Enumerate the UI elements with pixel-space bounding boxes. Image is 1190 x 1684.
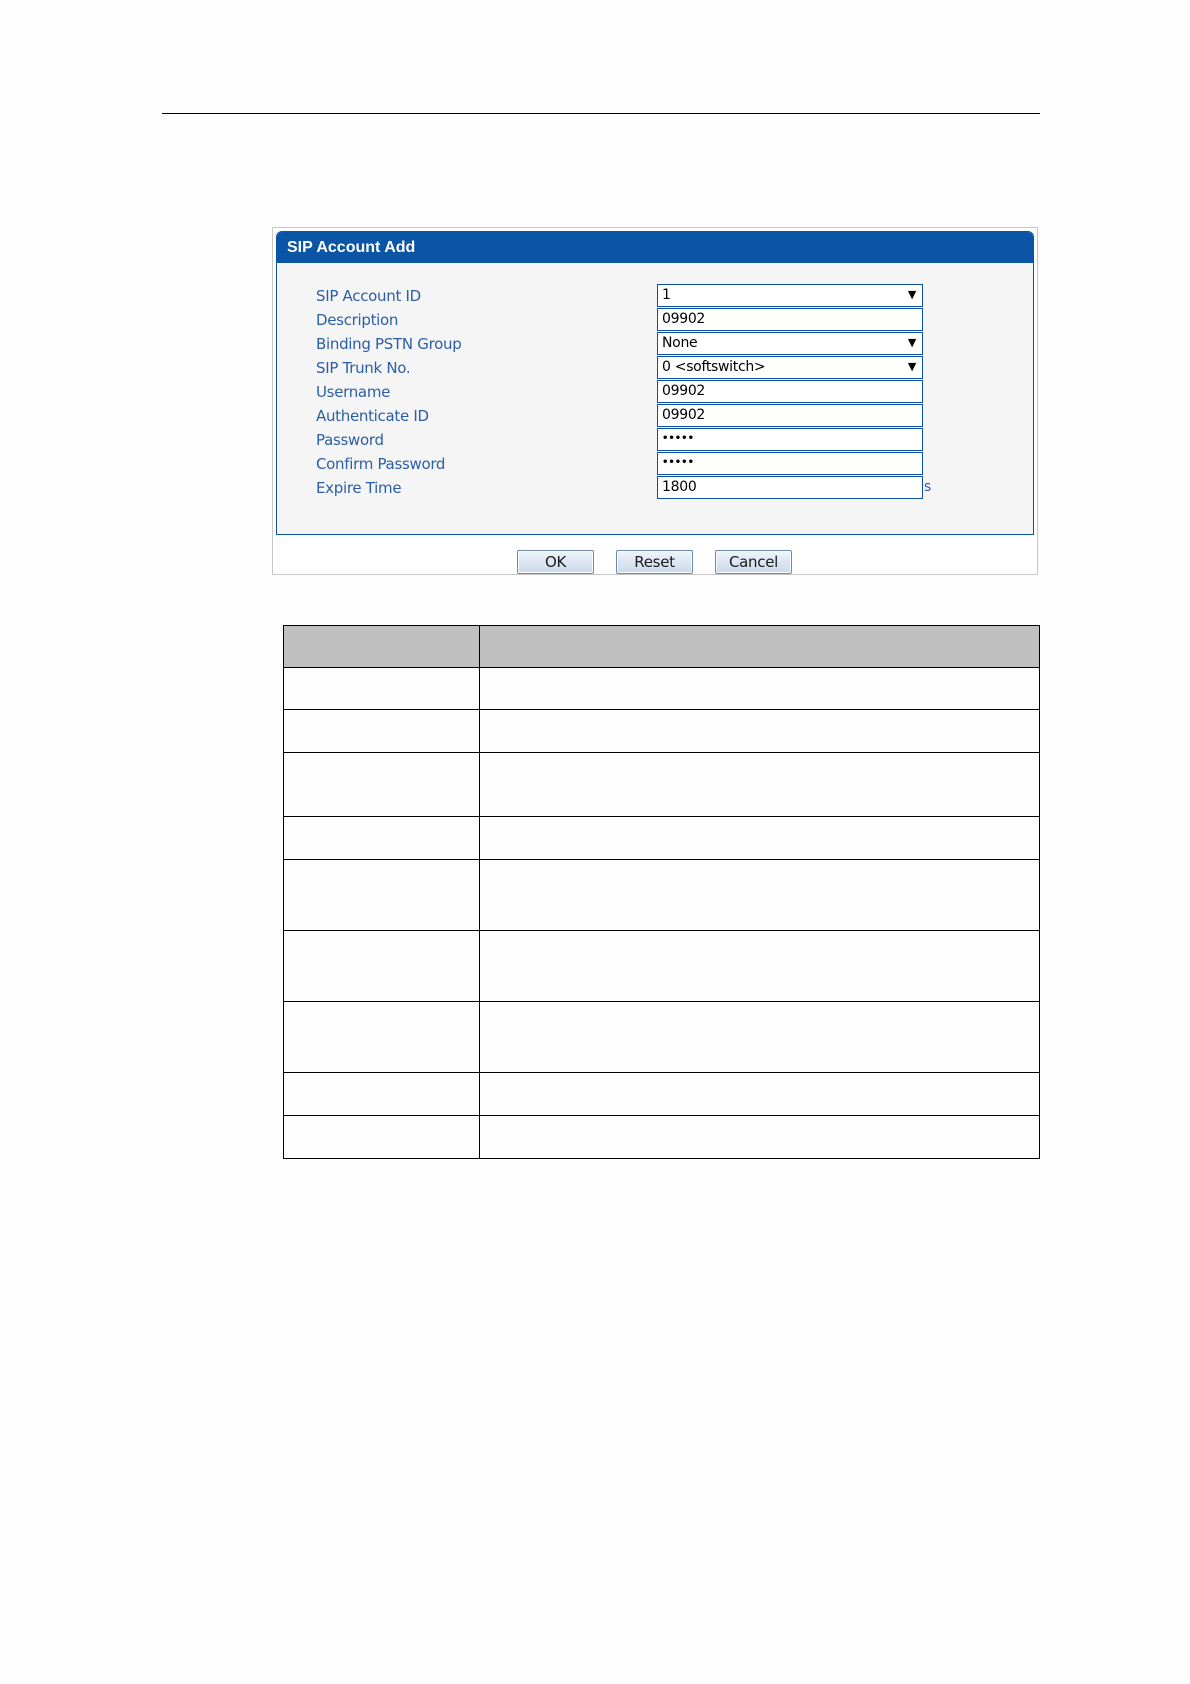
page-header-rule: [162, 113, 1040, 114]
table-cell: [480, 1116, 1040, 1159]
table-cell: [284, 668, 480, 710]
form-row-sip-account-id: [277, 284, 1033, 309]
table-cell: [480, 1073, 1040, 1116]
confirm-password-input[interactable]: •••••: [657, 452, 923, 475]
table-cell: [480, 860, 1040, 931]
parameter-table: [283, 625, 1040, 1159]
sip-account-add-dialog: [272, 227, 1038, 575]
table-cell: [284, 817, 480, 860]
table-cell: [284, 710, 480, 753]
form-row-binding-pstn-group: [277, 332, 1033, 357]
expire-time-input[interactable]: 1800: [657, 476, 923, 499]
table-row: [284, 860, 1040, 931]
form-row-username: [277, 380, 1033, 405]
reset-button[interactable]: Reset: [616, 550, 693, 574]
description-label: Description: [316, 311, 399, 329]
authenticate-id-input[interactable]: 09902: [657, 404, 923, 427]
table-cell: [284, 753, 480, 817]
dialog-panel: [276, 231, 1034, 535]
expire-time-label: Expire Time: [316, 479, 402, 497]
cancel-button[interactable]: Cancel: [715, 550, 792, 574]
password-input[interactable]: •••••: [657, 428, 923, 451]
table-cell: [284, 1002, 480, 1073]
ok-button[interactable]: OK: [517, 550, 594, 574]
table-cell: [284, 931, 480, 1002]
binding-pstn-group-value: None: [662, 335, 698, 351]
sip-trunk-no-select[interactable]: [657, 356, 923, 379]
table-cell: [480, 817, 1040, 860]
expire-time-unit: s: [924, 479, 932, 495]
table-row: [284, 753, 1040, 817]
sip-account-id-label: SIP Account ID: [316, 287, 421, 305]
table-row: [284, 668, 1040, 710]
dialog-title: SIP Account Add: [277, 232, 1033, 263]
sip-account-id-select[interactable]: [657, 284, 923, 307]
table-header-row: [284, 626, 1040, 668]
form-row-description: [277, 308, 1033, 333]
description-input[interactable]: 09902: [657, 308, 923, 331]
form-row-authenticate-id: [277, 404, 1033, 429]
binding-pstn-group-select[interactable]: [657, 332, 923, 355]
table-header-cell: [480, 626, 1040, 668]
confirm-password-label: Confirm Password: [316, 455, 446, 473]
dropdown-arrow-icon: ▼: [907, 336, 916, 349]
binding-pstn-group-label: Binding PSTN Group: [316, 335, 462, 353]
table-cell: [284, 1073, 480, 1116]
table-cell: [480, 1002, 1040, 1073]
table-cell: [480, 668, 1040, 710]
form-row-password: [277, 428, 1033, 453]
table-row: [284, 931, 1040, 1002]
username-input[interactable]: 09902: [657, 380, 923, 403]
table-row: [284, 1116, 1040, 1159]
dropdown-arrow-icon: ▼: [907, 288, 916, 301]
password-label: Password: [316, 431, 384, 449]
table-cell: [480, 710, 1040, 753]
table-cell: [284, 1116, 480, 1159]
form-row-sip-trunk-no: [277, 356, 1033, 381]
username-label: Username: [316, 383, 391, 401]
table-row: [284, 1002, 1040, 1073]
table-cell: [480, 931, 1040, 1002]
dropdown-arrow-icon: ▼: [907, 360, 916, 373]
table-cell: [284, 860, 480, 931]
table-row: [284, 710, 1040, 753]
sip-account-id-value: 1: [662, 287, 671, 303]
table-cell: [480, 753, 1040, 817]
table-row: [284, 1073, 1040, 1116]
form-row-expire-time: [277, 476, 1033, 501]
table-header-cell: [284, 626, 480, 668]
sip-trunk-no-label: SIP Trunk No.: [316, 359, 411, 377]
table-row: [284, 817, 1040, 860]
form-row-confirm-password: [277, 452, 1033, 477]
authenticate-id-label: Authenticate ID: [316, 407, 429, 425]
sip-trunk-no-value: 0 <softswitch>: [662, 359, 766, 375]
